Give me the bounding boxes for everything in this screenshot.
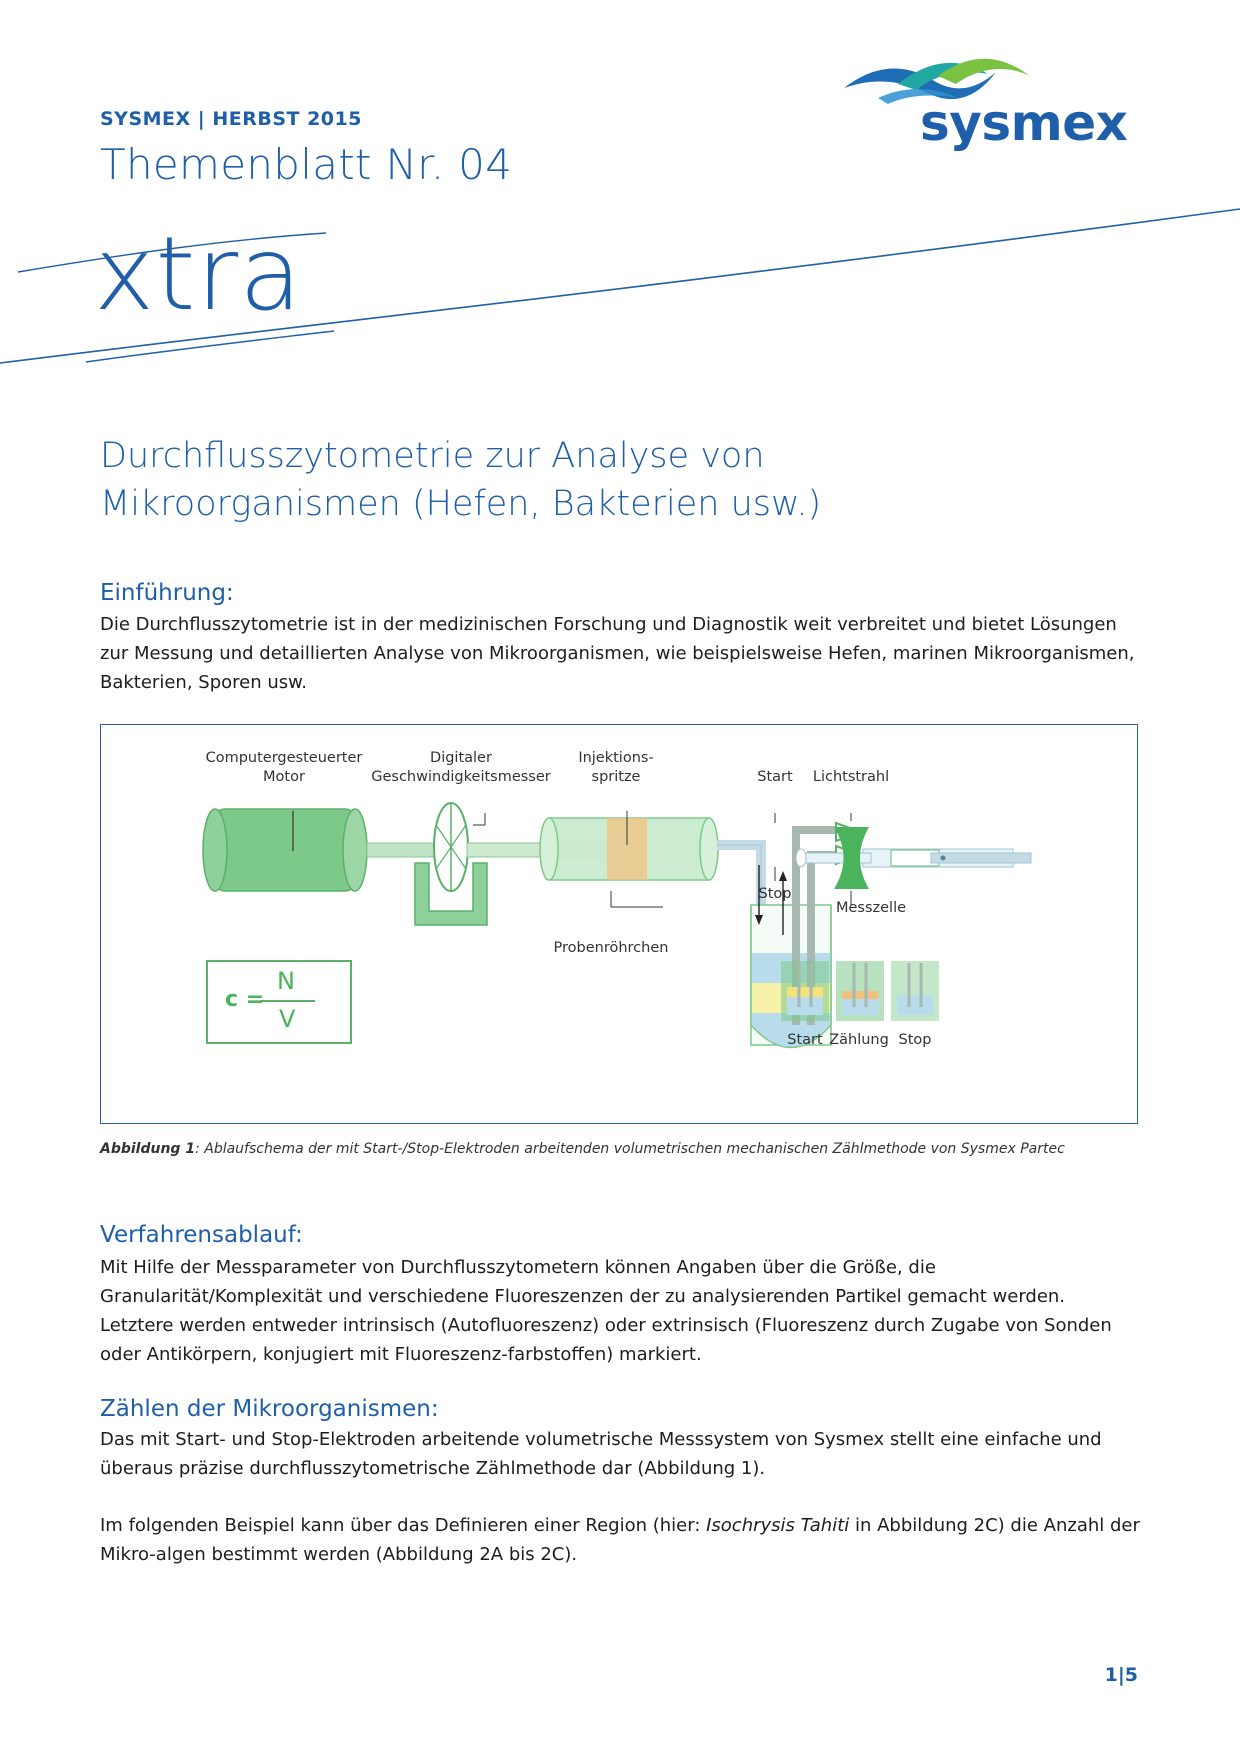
issue-kicker: SYSMEX | HERBST 2015 <box>100 108 362 130</box>
sequence-start-image <box>781 961 829 1021</box>
motor-shape <box>215 809 355 891</box>
sequence-count-image <box>836 961 884 1021</box>
page-number: 1|5 <box>1104 1664 1138 1686</box>
sequence-count-label: Zählung <box>829 1032 889 1048</box>
xtra-logotype: xtra <box>94 215 303 334</box>
sequence-stop-image <box>891 961 939 1021</box>
procedure-paragraph: Mit Hilfe der Messparameter von Durchflusszytometern können Angaben über die Größe, die Granularität/Komplexität und verschiedene Fluoreszenzen der zu analysierenden Partikel gemacht werden. Letztere werden entweder intrinsisch (Autofluoreszenz) oder extrinsisch (Fluoreszenz durch Zugabe von Sonden oder Antikörpern, konjugiert mit Fluoreszenz-farbstoffen) markiert. <box>100 1257 1112 1365</box>
light-beam-label: Lichtstrahl <box>812 769 890 785</box>
counting-paragraph-2: Im folgenden Beispiel kann über das Definieren einer Region (hier: Isochrysis Tahiti in Abbildung 2C) die Anzahl der Mikro-algen bestimmt werden (Abbildung 2A bis 2C). <box>100 1515 1140 1565</box>
counting-heading: Zählen der Mikroorganismen: <box>100 1396 439 1422</box>
procedure-heading: Verfahrensablauf: <box>100 1222 303 1248</box>
syringe-label: Injektions- spritze <box>578 750 654 785</box>
sequence-start-label: Start <box>787 1032 823 1048</box>
start-label: Start <box>757 769 793 785</box>
formula-lhs: c = <box>225 987 265 1012</box>
measuring-cell-label: Messzelle <box>835 900 907 916</box>
sysmex-logo <box>838 54 1138 154</box>
figure-1 <box>100 724 1138 1124</box>
counting-paragraph-1: Das mit Start- und Stop-Elektroden arbeitende volumetrische Messsystem von Sysmex stellt eine einfache und überaus präzise durchflusszytometrische Zählmethode dar (Abbildung 1). <box>100 1429 1102 1479</box>
article-title <box>100 432 1100 528</box>
speed-meter-label: Digitaler Geschwindigkeitsmesser <box>371 750 551 785</box>
article-title-line2: Mikroorganismen (Hefen, Bakterien usw.) <box>100 484 822 524</box>
motor-label: Computergesteuerter Motor <box>205 750 363 785</box>
figure-1-caption: Abbildung 1: Ablaufschema der mit Start-/Stop-Elektroden arbeitenden volumetrischen mechanischen Zählmethode von Sysmex Partec <box>100 1141 1065 1157</box>
intro-paragraph: Die Durchflusszytometrie ist in der medizinischen Forschung und Diagnostik weit verbreitet und bietet Lösungen zur Messung und detaillierten Analyse von Mikroorganismen, wie beispielsweise Hefen, marinen Mikroorganismen, Bakterien, Sporen usw. <box>100 614 1135 693</box>
document-title: Themenblatt Nr. 04 <box>100 140 513 189</box>
intro-heading: Einführung: <box>100 580 234 606</box>
sequence-stop-label: Stop <box>898 1032 932 1048</box>
brand-wordmark: sysmex <box>920 94 1128 152</box>
formula-denominator: V <box>279 1005 296 1033</box>
stop-label: Stop <box>758 886 792 902</box>
article-title-line1: Durchflusszytometrie zur Analyse von <box>100 436 765 476</box>
formula-numerator: N <box>277 967 295 995</box>
sample-tube-label: Probenröhrchen <box>553 940 669 956</box>
